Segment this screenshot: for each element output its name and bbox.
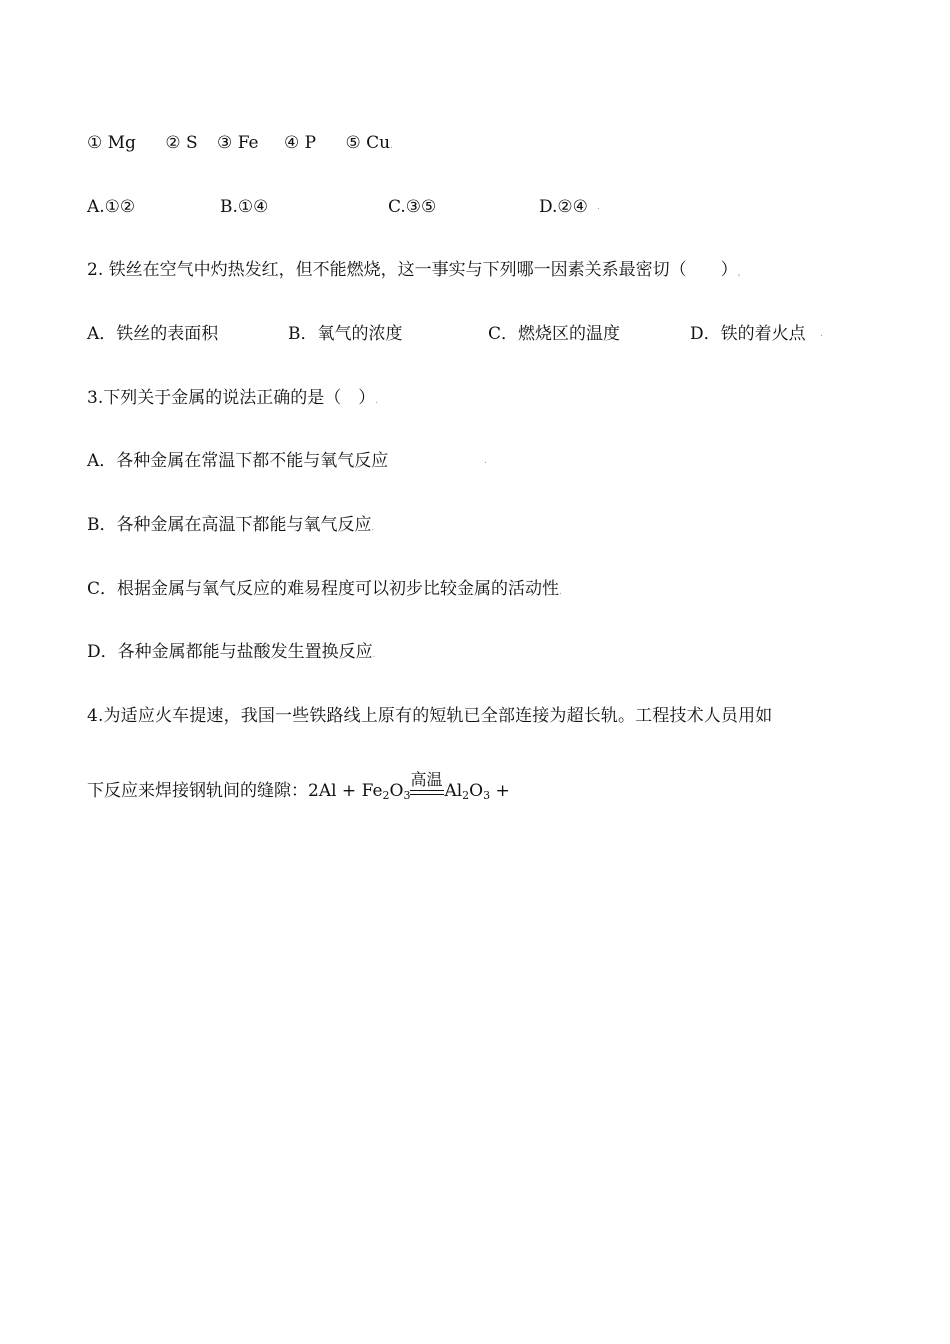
equation (308, 770, 510, 802)
equals-bar-bottom (410, 794, 444, 795)
q2-choice-a: A．铁丝的表面积 (87, 324, 219, 344)
q3-choice-a-line (87, 449, 487, 473)
end-mark: . (597, 202, 600, 212)
q1-choice-a: A.①② (87, 197, 136, 217)
q3-choice-d: D．各种金属都能与盐酸发生置换反应 (87, 642, 373, 662)
q3-choice-d-line (87, 640, 376, 667)
q2-stem (87, 258, 741, 285)
q1-item-fe: ③ Fe (217, 133, 259, 153)
q4-stem-line2 (87, 770, 510, 803)
q1-item-cu: ⑤ Cu (345, 133, 391, 153)
subscript: 2 (462, 789, 470, 802)
q2-choice-d: D．铁的着火点 (690, 324, 806, 344)
equation-oxygen: O (389, 781, 404, 801)
q3-choice-a: A．各种金属在常温下都不能与氧气反应 (87, 451, 389, 471)
q1-choice-b: B.①④ (220, 197, 269, 217)
equation-reactant: 2Al + Fe (308, 781, 383, 801)
q3-choice-b: B．各种金属在高温下都能与氧气反应 (87, 515, 372, 535)
q1-choice-d: D.②④ (539, 197, 588, 217)
end-mark: . (375, 396, 379, 406)
q2-stem-text: 2. 铁丝在空气中灼热发红，但不能燃烧，这一事实与下列哪一因素关系最密切（ ） (87, 260, 738, 280)
q2-choice-b: B．氧气的浓度 (288, 324, 403, 344)
q3-choice-b-line (87, 513, 374, 540)
end-mark: . (372, 650, 376, 660)
q1-item-mg: ① Mg (87, 133, 136, 153)
q1-element-list (87, 131, 393, 158)
equation-product-o: O (469, 781, 484, 801)
q4-stem-text-1: 4.为适应火车提速，我国一些铁路线上原有的短轨已全部连接为超长轨。工程技术人员用如 (87, 706, 773, 726)
condition-text: 高温 (410, 770, 443, 789)
q3-choice-c-line (87, 577, 562, 604)
q3-choice-c: C．根据金属与氧气反应的难易程度可以初步比较金属的活动性 (87, 579, 560, 599)
equation-product-al: Al (444, 781, 463, 801)
reaction-condition (410, 770, 444, 803)
end-mark: . (559, 587, 562, 597)
subscript: 3 (403, 789, 411, 802)
q1-choice-c: C.③⑤ (388, 197, 437, 217)
equation-tail: + (490, 781, 510, 801)
q3-stem-text: 3.下列关于金属的说法正确的是（ ） (87, 388, 376, 408)
end-mark: . (371, 523, 375, 533)
end-mark: . (820, 329, 823, 339)
q1-item-p: ④ P (284, 133, 317, 153)
q4-stem-line1 (87, 704, 772, 728)
end-mark: . (484, 456, 487, 466)
subscript: 2 (382, 789, 390, 802)
q3-stem (87, 386, 378, 413)
equals-bar-top (410, 790, 444, 791)
end-mark: . (390, 141, 394, 151)
q1-item-s: ② S (165, 133, 198, 153)
subscript: 3 (483, 789, 491, 802)
q2-choice-c: C．燃烧区的温度 (488, 324, 621, 344)
q4-stem-text-2: 下反应来焊接钢轨间的缝隙： (87, 781, 308, 801)
end-mark: , (737, 268, 741, 278)
